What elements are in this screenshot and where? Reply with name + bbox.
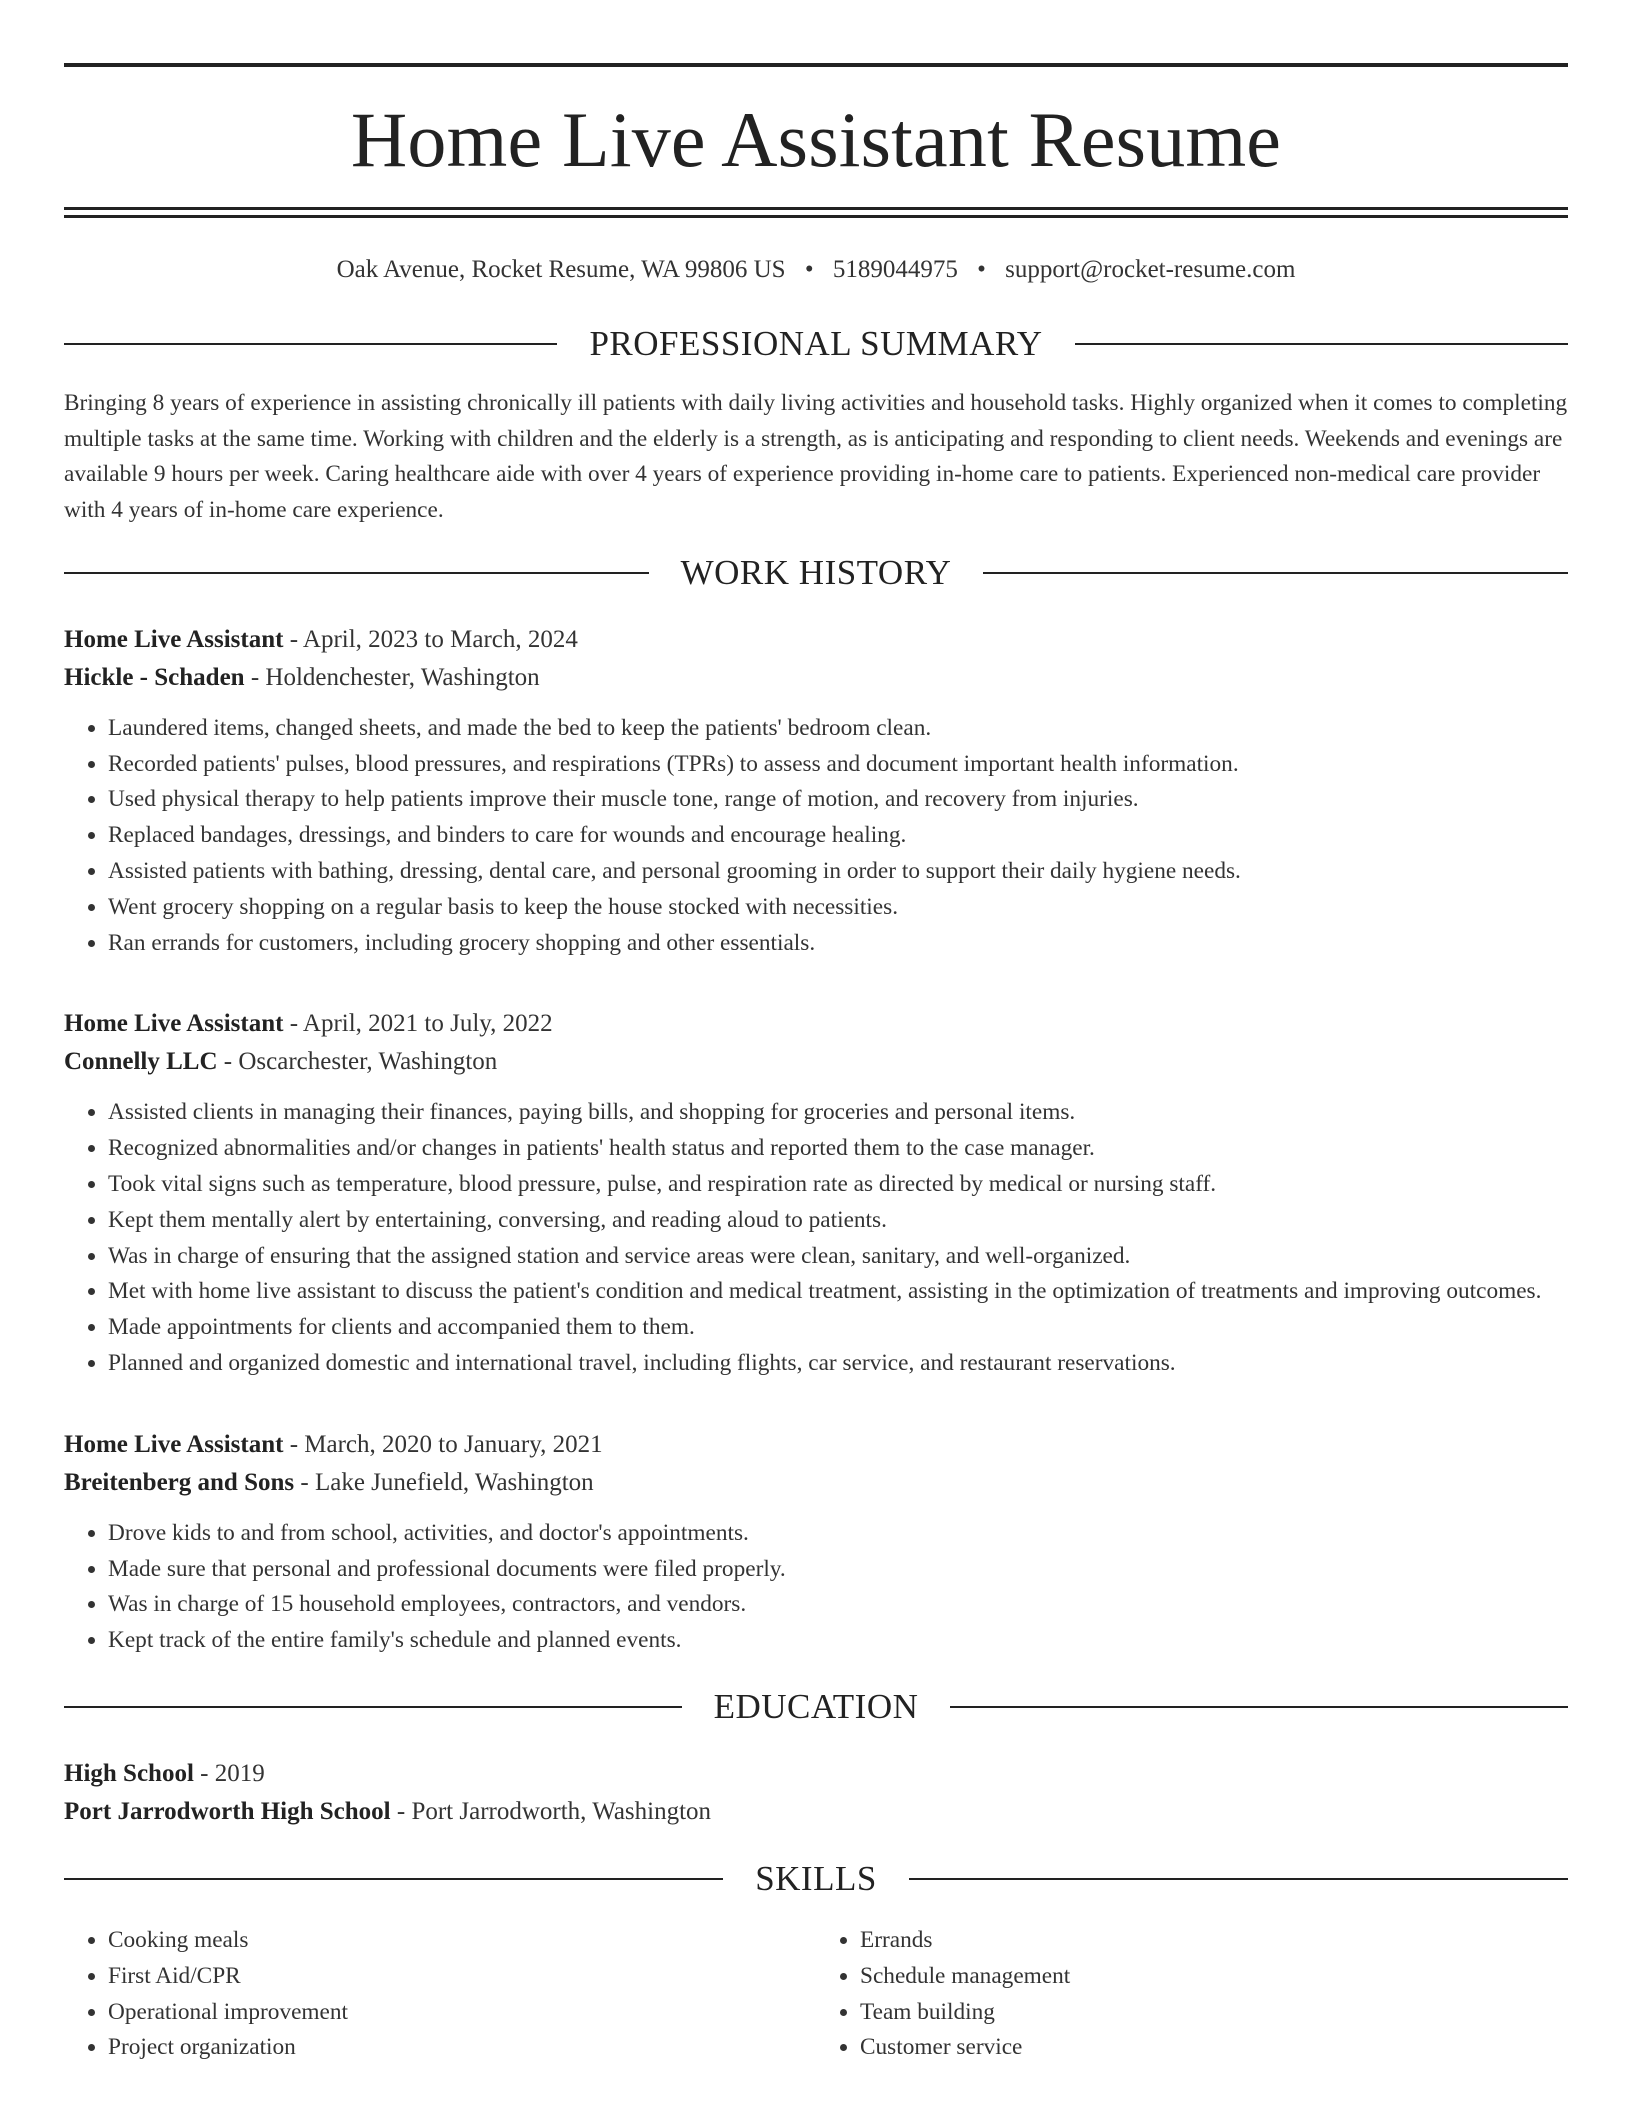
title-double-rule — [64, 207, 1568, 218]
job-duty-item: • Made appointments for clients and accompanied them to them. — [108, 1310, 1568, 1346]
section-title: EDUCATION — [713, 1686, 919, 1726]
job-duty-item: • Assisted patients with bathing, dressing, dental care, and personal grooming in order to support their daily hygiene needs. — [108, 854, 1568, 890]
job-entry — [64, 1426, 1568, 1659]
education-degree-line — [64, 1755, 1568, 1793]
education-entry — [64, 1755, 1568, 1831]
job-title-line — [64, 1005, 1568, 1043]
job-duty-item: • Took vital signs such as temperature, blood pressure, pulse, and respiration rate as directed by medical or nursing staff. — [108, 1167, 1568, 1203]
job-duty-item: • Recognized abnormalities and/or changes in patients' health status and reported them to the case manager. — [108, 1131, 1568, 1167]
job-company-line — [64, 1464, 1568, 1502]
top-rule — [64, 63, 1568, 67]
education-year: - 2019 — [193, 1759, 265, 1787]
job-company: Connelly LLC — [64, 1048, 218, 1076]
job-title-line — [64, 621, 1568, 659]
job-duty-item: • Made sure that personal and professional documents were filed properly. — [108, 1552, 1568, 1588]
job-location: - Oscarchester, Washington — [217, 1048, 498, 1076]
skill-item: • First Aid/CPR — [108, 1959, 816, 1995]
job-duty-item: • Assisted clients in managing their finances, paying bills, and shopping for groceries and personal items. — [108, 1095, 1568, 1131]
job-duty-item: • Replaced bandages, dressings, and binders to care for wounds and encourage healing. — [108, 818, 1568, 854]
job-dates: - April, 2021 to July, 2022 — [283, 1010, 553, 1038]
job-duty-item: • Ran errands for customers, including grocery shopping and other essentials. — [108, 926, 1568, 962]
skills-list-left — [64, 1923, 816, 2066]
section-header-work — [64, 551, 1568, 595]
skill-item: • Operational improvement — [108, 1995, 816, 2031]
job-title: Home Live Assistant — [64, 625, 284, 653]
job-company-line — [64, 1043, 1568, 1081]
job-duties-list — [64, 1095, 1568, 1381]
section-header-skills — [64, 1857, 1568, 1901]
section-title: WORK HISTORY — [680, 552, 952, 592]
section-header-education — [64, 1685, 1568, 1729]
contact-email: support@rocket-resume.com — [1005, 256, 1296, 283]
job-entry — [64, 1005, 1568, 1381]
skill-item: • Schedule management — [860, 1959, 1568, 1995]
job-duties-list — [64, 1516, 1568, 1659]
contact-line — [64, 256, 1568, 284]
contact-address: Oak Avenue, Rocket Resume, WA 99806 US — [336, 256, 786, 283]
contact-phone: 5189044975 — [832, 256, 958, 283]
education-degree: High School — [64, 1759, 194, 1787]
section-title: PROFESSIONAL SUMMARY — [589, 324, 1043, 363]
job-company-line — [64, 659, 1568, 697]
skill-item: • Team building — [860, 1995, 1568, 2031]
summary-text: Bringing 8 years of experience in assisting chronically ill patients with daily living activities and household tasks. Highly organized when it comes to completing multiple tasks at the same time. Working with children and the elderly is a strength, as is anticipating and responding to client needs. Weekends and evenings are available 9 hours per week. Caring healthcare aide with over 4 years of experience providing in-home care to patients. Experienced non-medical care provider with 4 years of in-home care experience. — [64, 390, 1568, 524]
job-duty-item: • Was in charge of 15 household employees, contractors, and vendors. — [108, 1587, 1568, 1623]
job-dates: - April, 2023 to March, 2024 — [283, 625, 578, 653]
section-rule — [64, 1878, 723, 1880]
job-duty-item: • Used physical therapy to help patients improve their muscle tone, range of motion, and recovery from injuries. — [108, 782, 1568, 818]
section-title: SKILLS — [755, 1858, 877, 1898]
job-duties-list — [64, 711, 1568, 962]
job-duty-item: • Kept them mentally alert by entertaining, conversing, and reading aloud to patients. — [108, 1203, 1568, 1239]
skills-list-right — [816, 1923, 1568, 2066]
skill-item: • Cooking meals — [108, 1923, 816, 1959]
job-duty-item: • Went grocery shopping on a regular basis to keep the house stocked with necessities. — [108, 890, 1568, 926]
skill-item: • Customer service — [860, 2030, 1568, 2066]
section-rule — [64, 343, 557, 345]
job-duty-item: • Was in charge of ensuring that the assigned station and service areas were clean, sanitary, and well-organized. — [108, 1239, 1568, 1275]
section-rule — [950, 1706, 1568, 1708]
job-duty-item: • Planned and organized domestic and international travel, including flights, car service, and restaurant reservations. — [108, 1346, 1568, 1382]
job-company: Breitenberg and Sons — [64, 1468, 295, 1496]
job-duty-item: • Laundered items, changed sheets, and made the bed to keep the patients' bedroom clean. — [108, 711, 1568, 747]
work-history-list — [64, 621, 1568, 1659]
contact-separator: • — [804, 256, 814, 283]
skill-item: • Errands — [860, 1923, 1568, 1959]
section-rule — [64, 572, 649, 574]
resume-title: Home Live Assistant Resume — [350, 96, 1282, 183]
section-rule — [983, 572, 1568, 574]
job-title: Home Live Assistant — [64, 1010, 284, 1038]
contact-separator: • — [977, 256, 986, 283]
job-title: Home Live Assistant — [64, 1430, 284, 1458]
skills-columns — [64, 1923, 1568, 2066]
education-school: Port Jarrodworth High School — [64, 1797, 391, 1825]
education-school-line — [64, 1793, 1568, 1831]
section-rule — [1075, 343, 1568, 345]
job-location: - Holdenchester, Washington — [244, 663, 540, 691]
job-duty-item: • Kept track of the entire family's schedule and planned events. — [108, 1623, 1568, 1659]
job-entry — [64, 621, 1568, 962]
section-header-summary — [64, 322, 1568, 366]
education-location: - Port Jarrodworth, Washington — [390, 1797, 712, 1825]
job-title-line — [64, 1426, 1568, 1464]
job-location: - Lake Junefield, Washington — [294, 1468, 594, 1496]
section-rule — [909, 1878, 1568, 1880]
job-duty-item: • Recorded patients' pulses, blood pressures, and respirations (TPRs) to assess and document important health information. — [108, 747, 1568, 783]
job-dates: - March, 2020 to January, 2021 — [283, 1430, 603, 1458]
skill-item: • Project organization — [108, 2030, 816, 2066]
job-duty-item: • Met with home live assistant to discuss the patient's condition and medical treatment, assisting in the optimization of treatments and improving outcomes. — [108, 1274, 1568, 1310]
section-rule — [64, 1706, 682, 1708]
job-company: Hickle - Schaden — [64, 663, 245, 691]
job-duty-item: • Drove kids to and from school, activities, and doctor's appointments. — [108, 1516, 1568, 1552]
